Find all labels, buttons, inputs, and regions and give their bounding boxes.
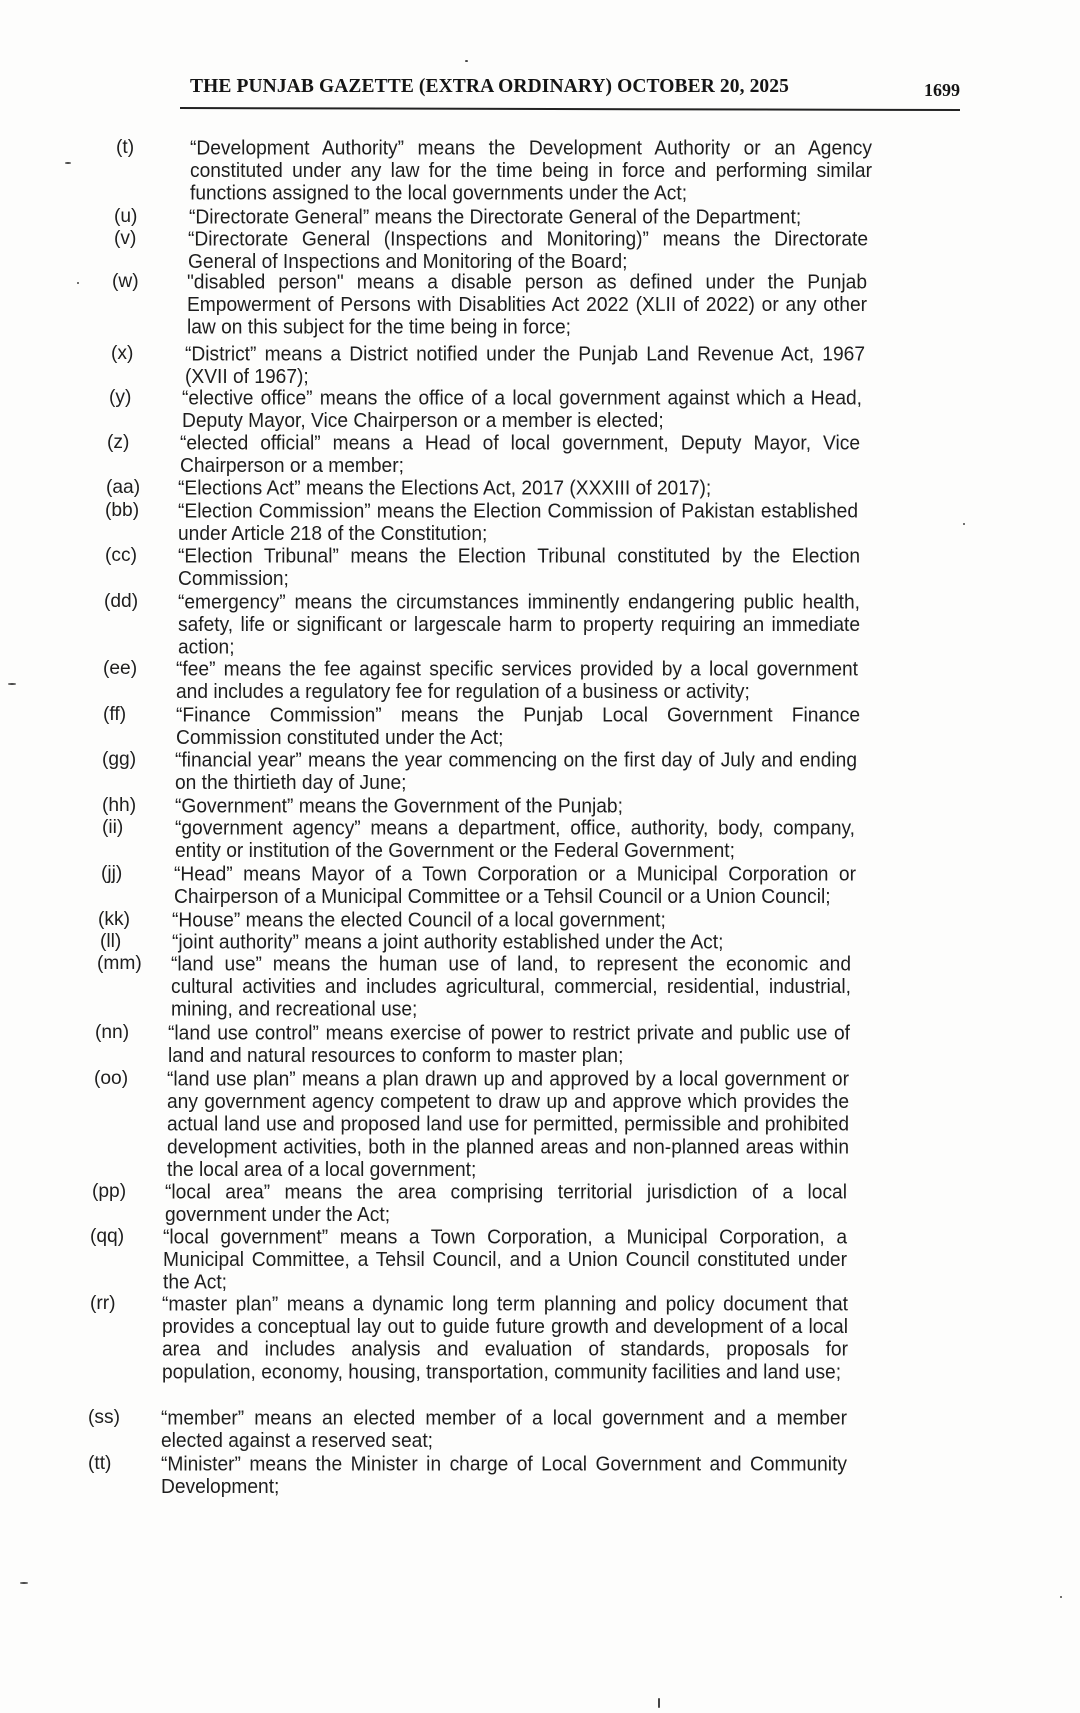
definition-label: (dd) — [104, 591, 139, 612]
definition-text: “local government” means a Town Corporation, a Municipal Corporation, a Municipal Committee, a Tehsil Council, and a Union Council constituted under the Act; — [163, 1226, 847, 1295]
scan-speck — [65, 162, 71, 164]
scan-speck — [8, 683, 16, 685]
definition-text: “member” means an elected member of a local government and a member elected against a reserved seat; — [161, 1407, 847, 1453]
definition-text: “Development Authority” means the Development Authority or an Agency constituted under any law for the time being in force and performing similar functions assigned to the local governments under the Act; — [190, 137, 872, 206]
definition-label: (v) — [114, 228, 137, 249]
definition-text: “Directorate General (Inspections and Monitoring)” means the Directorate General of Inspections and Monitoring of the Board; — [188, 228, 868, 274]
definition-label: (y) — [109, 387, 132, 408]
definition-label: (oo) — [94, 1068, 129, 1089]
definition-text: “emergency” means the circumstances imminently endangering public health, safety, life or significant or largescale harm to property requiring an immediate action; — [178, 591, 860, 660]
definition-text: “Election Commission” means the Election Commission of Pakistan established under Article 218 of the Constitution; — [178, 500, 858, 546]
definition-label: (x) — [111, 343, 134, 364]
definition-label: (gg) — [102, 749, 137, 770]
definition-text: “master plan” means a dynamic long term planning and policy document that provides a conceptual lay out to guide future growth and development of a local area and includes analysis and evaluation of standards, proposals for population, economy, housing, transportation, community facilities and land use; — [162, 1293, 848, 1384]
scan-speck — [658, 1698, 660, 1708]
scan-speck — [77, 282, 79, 284]
definition-label: (z) — [107, 432, 130, 453]
definition-text: “fee” means the fee against specific services provided by a local government and includes a regulatory fee for regulation of a business or activity; — [176, 658, 858, 704]
scan-speck — [1060, 1596, 1062, 1598]
definition-text: “elected official” means a Head of local government, Deputy Mayor, Vice Chairperson or a member; — [180, 432, 860, 478]
definition-label: (t) — [116, 137, 135, 158]
definition-text: “Directorate General” means the Directorate General of the Department; — [189, 206, 802, 229]
definition-label: (pp) — [92, 1181, 127, 1202]
scan-speck — [465, 60, 468, 62]
definition-label: (cc) — [105, 545, 137, 566]
scan-speck — [963, 523, 965, 525]
definition-label: (aa) — [106, 477, 141, 498]
definition-text: “House” means the elected Council of a local government; — [172, 909, 666, 932]
definition-label: (bb) — [105, 500, 140, 521]
definition-text: “local area” means the area comprising territorial jurisdiction of a local government under the Act; — [165, 1181, 847, 1227]
definition-label: (hh) — [102, 795, 137, 816]
definition-text: "disabled person" means a disable person as defined under the Punjab Empowerment of Persons with Disablities Act 2022 (XLII of 2022) or any other law on this subject for the time being in force; — [187, 271, 867, 340]
definition-text: “financial year” means the year commencing on the first day of July and ending on the thirtieth day of June; — [175, 749, 857, 795]
page-number: 1699 — [924, 80, 960, 100]
definition-label: (mm) — [97, 953, 142, 974]
definition-label: (qq) — [90, 1226, 125, 1247]
definition-text: “Elections Act” means the Elections Act, 2017 (XXXIII of 2017); — [178, 477, 712, 500]
definition-text: “land use” means the human use of land, to represent the economic and cultural activities and includes agricultural, commercial, residential, industrial, mining, and recreational use; — [171, 953, 851, 1022]
definition-label: (rr) — [90, 1293, 116, 1314]
definition-text: “Minister” means the Minister in charge of Local Government and Community Development; — [161, 1453, 847, 1499]
definition-text: “government agency” means a department, office, authority, body, company, entity or institution of the Government or the Federal Government; — [175, 817, 855, 863]
definition-text: “land use plan” means a plan drawn up and approved by a local government or any government agency competent to draw up and approve which provides the actual land use and proposed land use for permitted, permissible and prohibited development activities, both in the planned areas and non-planned areas within the local area of a local government; — [167, 1068, 849, 1182]
definition-label: (ss) — [88, 1407, 120, 1428]
definition-text: “Finance Commission” means the Punjab Local Government Finance Commission constituted under the Act; — [176, 704, 860, 750]
definition-label: (w) — [112, 271, 139, 292]
definition-label: (ii) — [102, 817, 124, 838]
definition-text: “District” means a District notified under the Punjab Land Revenue Act, 1967 (XVII of 1967); — [185, 343, 865, 389]
definition-label: (nn) — [95, 1022, 130, 1043]
definition-text: “joint authority” means a joint authority established under the Act; — [172, 931, 724, 954]
definition-text: “Election Tribunal” means the Election Tribunal constituted by the Election Commission; — [178, 545, 860, 591]
definition-label: (ee) — [103, 658, 138, 679]
definition-text: “land use control” means exercise of power to restrict private and public use of land and natural resources to conform to master plan; — [168, 1022, 850, 1068]
gazette-title: THE PUNJAB GAZETTE (EXTRA ORDINARY) OCTOBER 20, 2025 — [190, 76, 789, 97]
definition-label: (u) — [114, 206, 138, 227]
definition-label: (kk) — [98, 909, 130, 930]
scan-speck — [20, 1582, 28, 1584]
definition-text: “elective office” means the office of a local government against which a Head, Deputy Mayor, Vice Chairperson or a member is elected; — [182, 387, 862, 433]
definition-label: (ll) — [100, 931, 122, 952]
definition-label: (jj) — [101, 863, 123, 884]
definition-label: (ff) — [103, 704, 127, 725]
definition-text: “Government” means the Government of the Punjab; — [175, 795, 623, 818]
definition-label: (tt) — [88, 1453, 112, 1474]
definition-text: “Head” means Mayor of a Town Corporation or a Municipal Corporation or Chairperson of a Municipal Committee or a Tehsil Council or a Union Council; — [174, 863, 856, 909]
